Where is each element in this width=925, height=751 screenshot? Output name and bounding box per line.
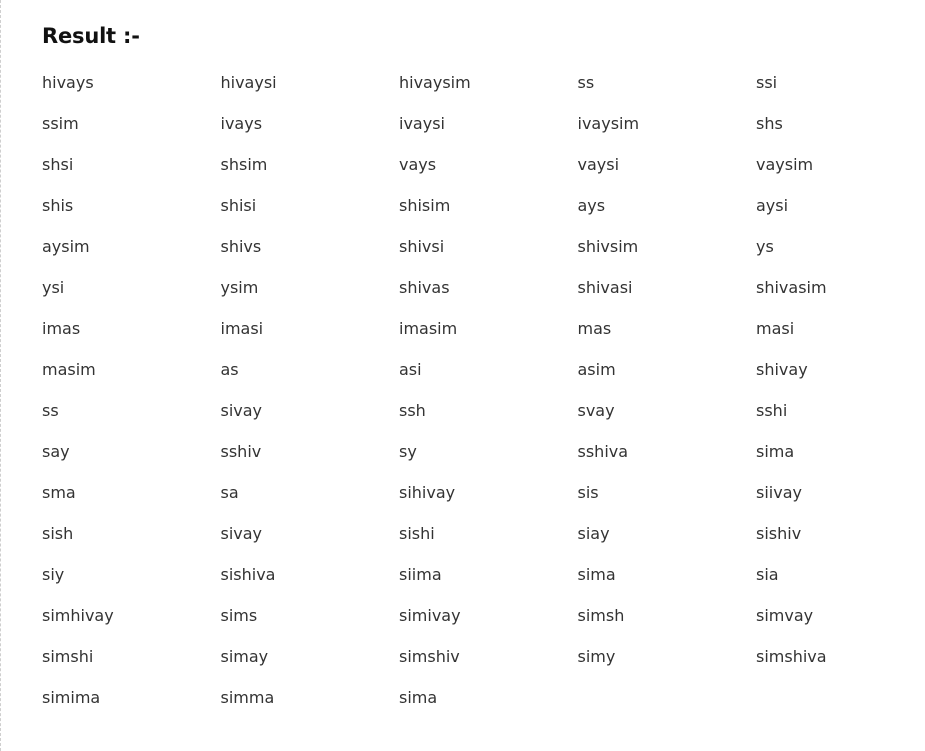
- result-word: vays: [399, 155, 437, 174]
- result-word: sma: [42, 483, 76, 502]
- result-word: shivs: [220, 237, 262, 256]
- result-word: sish: [42, 524, 74, 543]
- result-word: imasi: [220, 319, 264, 338]
- result-word: aysi: [756, 196, 789, 215]
- result-word: shsi: [42, 155, 74, 174]
- result-word: as: [220, 360, 239, 379]
- result-word: sims: [220, 606, 258, 625]
- result-word: ivaysi: [399, 114, 445, 133]
- result-word: simhivay: [42, 606, 114, 625]
- result-word: sshiv: [220, 442, 262, 461]
- result-word: simshiva: [756, 647, 827, 666]
- result-word: sshi: [756, 401, 788, 420]
- result-word: siay: [577, 524, 610, 543]
- result-heading: Result :-: [42, 24, 140, 48]
- result-word: simay: [220, 647, 269, 666]
- result-word: vaysi: [577, 155, 620, 174]
- result-word: ss: [42, 401, 59, 420]
- result-word: simvay: [756, 606, 814, 625]
- result-word: ays: [577, 196, 606, 215]
- result-word: ss: [577, 73, 595, 92]
- result-word: imas: [42, 319, 81, 338]
- result-word: ssim: [42, 114, 79, 133]
- result-word: imasim: [399, 319, 458, 338]
- result-word: sy: [399, 442, 417, 461]
- result-word: simshi: [42, 647, 94, 666]
- result-word: simivay: [399, 606, 461, 625]
- result-word: ivaysim: [577, 114, 640, 133]
- result-word: shivas: [399, 278, 450, 297]
- result-word: ysim: [220, 278, 259, 297]
- result-word: simma: [220, 688, 275, 707]
- result-word: shisim: [399, 196, 451, 215]
- result-word: shsim: [220, 155, 268, 174]
- result-word: asim: [577, 360, 616, 379]
- result-word: mas: [577, 319, 612, 338]
- result-word: shivasi: [577, 278, 633, 297]
- result-word: shivay: [756, 360, 808, 379]
- result-word: hivaysim: [399, 73, 471, 92]
- result-word: aysim: [42, 237, 90, 256]
- result-word: masi: [756, 319, 795, 338]
- result-word: say: [42, 442, 70, 461]
- result-word: sa: [220, 483, 239, 502]
- result-word: sishiva: [220, 565, 276, 584]
- result-word: hivays: [42, 73, 94, 92]
- result-word: shivsim: [577, 237, 639, 256]
- result-word: shivasim: [756, 278, 827, 297]
- result-word: asi: [399, 360, 422, 379]
- result-word: shs: [756, 114, 783, 133]
- result-word: ssh: [399, 401, 426, 420]
- result-word: shisi: [220, 196, 257, 215]
- result-word: svay: [577, 401, 615, 420]
- result-word: sima: [577, 565, 616, 584]
- result-word: sia: [756, 565, 779, 584]
- result-word: sshiva: [577, 442, 629, 461]
- result-word: simima: [42, 688, 101, 707]
- result-word: simsh: [577, 606, 625, 625]
- result-word: sima: [399, 688, 438, 707]
- result-word: sishiv: [756, 524, 802, 543]
- result-word: siima: [399, 565, 442, 584]
- result-word: sivay: [220, 401, 263, 420]
- result-word: ssi: [756, 73, 778, 92]
- result-panel: [42, 20, 902, 729]
- result-word: siivay: [756, 483, 802, 502]
- result-word: ys: [756, 237, 774, 256]
- left-dashed-border: [0, 0, 1, 751]
- result-word: simy: [577, 647, 616, 666]
- result-word: masim: [42, 360, 96, 379]
- result-word: vaysim: [756, 155, 814, 174]
- result-word: sima: [756, 442, 795, 461]
- result-word: sis: [577, 483, 599, 502]
- result-word: shis: [42, 196, 74, 215]
- result-word: hivaysi: [220, 73, 277, 92]
- result-word: sishi: [399, 524, 435, 543]
- result-word-grid: [42, 73, 902, 729]
- result-word: siy: [42, 565, 65, 584]
- result-word: sihivay: [399, 483, 456, 502]
- result-word: shivsi: [399, 237, 445, 256]
- result-word: sivay: [220, 524, 263, 543]
- result-word: ysi: [42, 278, 65, 297]
- result-word: ivays: [220, 114, 263, 133]
- result-word: simshiv: [399, 647, 460, 666]
